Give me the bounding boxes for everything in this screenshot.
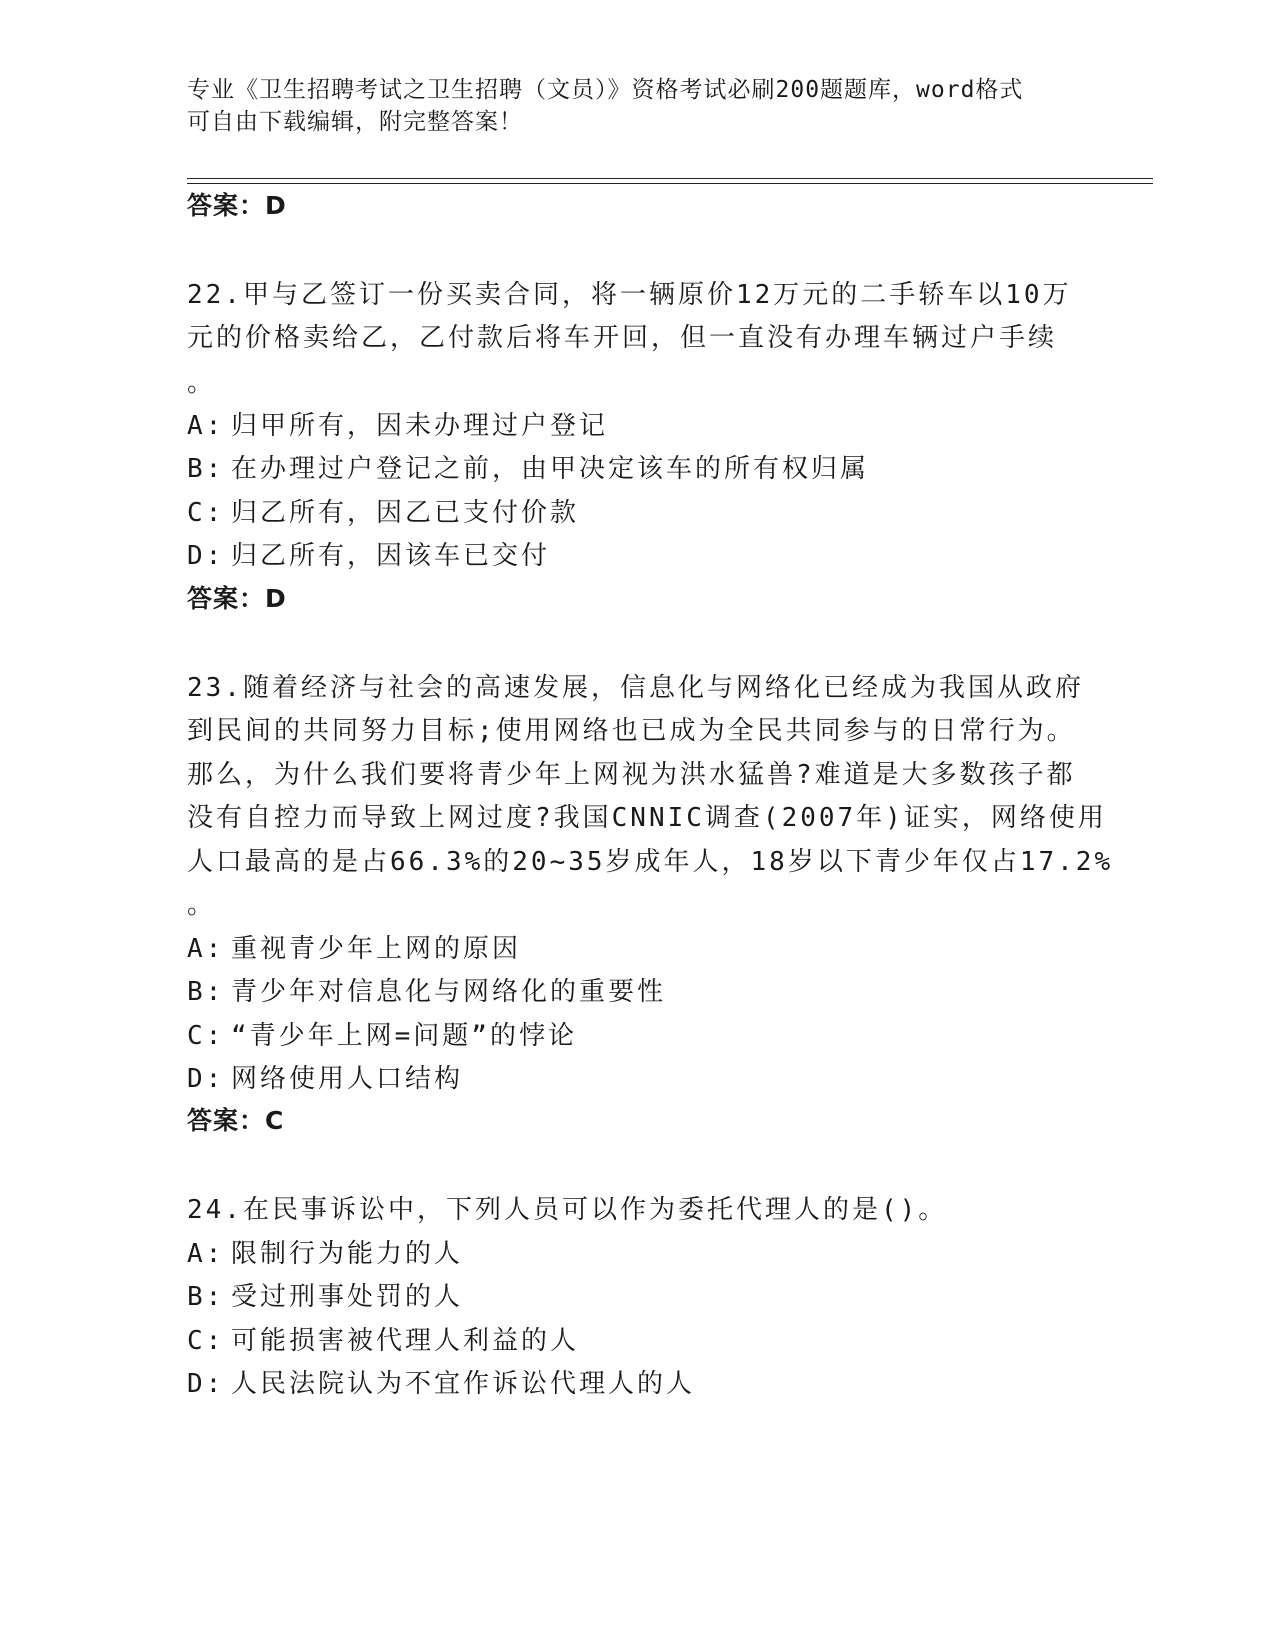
option-text: 在办理过户登记之前，由甲决定该车的所有权归属 — [231, 454, 870, 484]
option-c — [187, 1015, 577, 1052]
option-key: A: — [187, 1239, 225, 1269]
question-text-line: 到民间的共同努力目标;使用网络也已成为全民共同参与的日常行为。 — [187, 716, 1076, 746]
option-text: 归乙所有，因乙已支付价款 — [231, 498, 580, 528]
option-key: B: — [187, 454, 225, 484]
option-key: D: — [187, 541, 225, 571]
option-a — [187, 405, 608, 442]
option-key: D: — [187, 1369, 225, 1399]
question-text-line: 。 — [187, 368, 217, 398]
option-text: 网络使用人口结构 — [231, 1064, 464, 1094]
question-text-line: 人口最高的是占66.3%的20~35岁成年人，18岁以下青少年仅占17.2% — [187, 847, 1114, 877]
question-text-line: 没有自控力而导致上网过度?我国CNNIC调查(2007年)证实，网络使用 — [187, 803, 1107, 833]
question-text-line: 那么，为什么我们要将青少年上网视为洪水猛兽?难道是大多数孩子都 — [187, 760, 1076, 790]
question-text-line: 22.甲与乙签订一份买卖合同，将一辆原价12万元的二手轿车以10万 — [187, 280, 1072, 310]
option-text: 限制行为能力的人 — [231, 1239, 464, 1269]
option-c — [187, 492, 579, 529]
answer-label: 答案：C — [187, 1106, 285, 1135]
option-text: 归甲所有，因未办理过户登记 — [231, 411, 609, 441]
option-b — [187, 971, 666, 1008]
option-text: 重视青少年上网的原因 — [231, 934, 522, 964]
option-key: A: — [187, 934, 225, 964]
option-text: 可能损害被代理人利益的人 — [231, 1326, 580, 1356]
option-text: 人民法院认为不宜作诉讼代理人的人 — [231, 1369, 696, 1399]
option-a — [187, 928, 521, 965]
option-key: A: — [187, 411, 225, 441]
option-text: “青少年上网=问题”的悖论 — [231, 1021, 577, 1051]
question-text-line: 元的价格卖给乙，乙付款后将车开回，但一直没有办理车辆过户手续 — [187, 323, 1058, 353]
option-a — [187, 1233, 463, 1270]
question-text-line: 。 — [187, 890, 217, 920]
option-key: D: — [187, 1064, 225, 1094]
option-key: C: — [187, 1021, 225, 1051]
option-b — [187, 448, 869, 485]
option-d — [187, 1363, 695, 1400]
option-text: 青少年对信息化与网络化的重要性 — [231, 977, 667, 1007]
question-text-line: 23.随着经济与社会的高速发展，信息化与网络化已经成为我国从政府 — [187, 673, 1084, 703]
option-key: B: — [187, 977, 225, 1007]
answer-label: 答案：D — [187, 584, 287, 613]
option-b — [187, 1276, 463, 1313]
question-text-line: 24.在民事诉讼中，下列人员可以作为委托代理人的是()。 — [187, 1195, 948, 1225]
option-key: C: — [187, 1326, 225, 1356]
option-key: B: — [187, 1282, 225, 1312]
option-text: 归乙所有，因该车已交付 — [231, 541, 551, 571]
document-header — [187, 74, 1087, 138]
option-c — [187, 1320, 579, 1357]
answer-previous: 答案：D — [187, 191, 287, 220]
option-key: C: — [187, 498, 225, 528]
header-line-2: 可自由下载编辑，附完整答案！ — [187, 109, 523, 135]
option-text: 受过刑事处罚的人 — [231, 1282, 464, 1312]
header-divider-bottom — [187, 183, 1153, 184]
option-d — [187, 535, 550, 572]
header-line-1: 专业《卫生招聘考试之卫生招聘（文员）》资格考试必刷200题题库，word格式 — [187, 77, 1024, 103]
option-d — [187, 1058, 463, 1095]
header-divider-top — [187, 178, 1153, 179]
